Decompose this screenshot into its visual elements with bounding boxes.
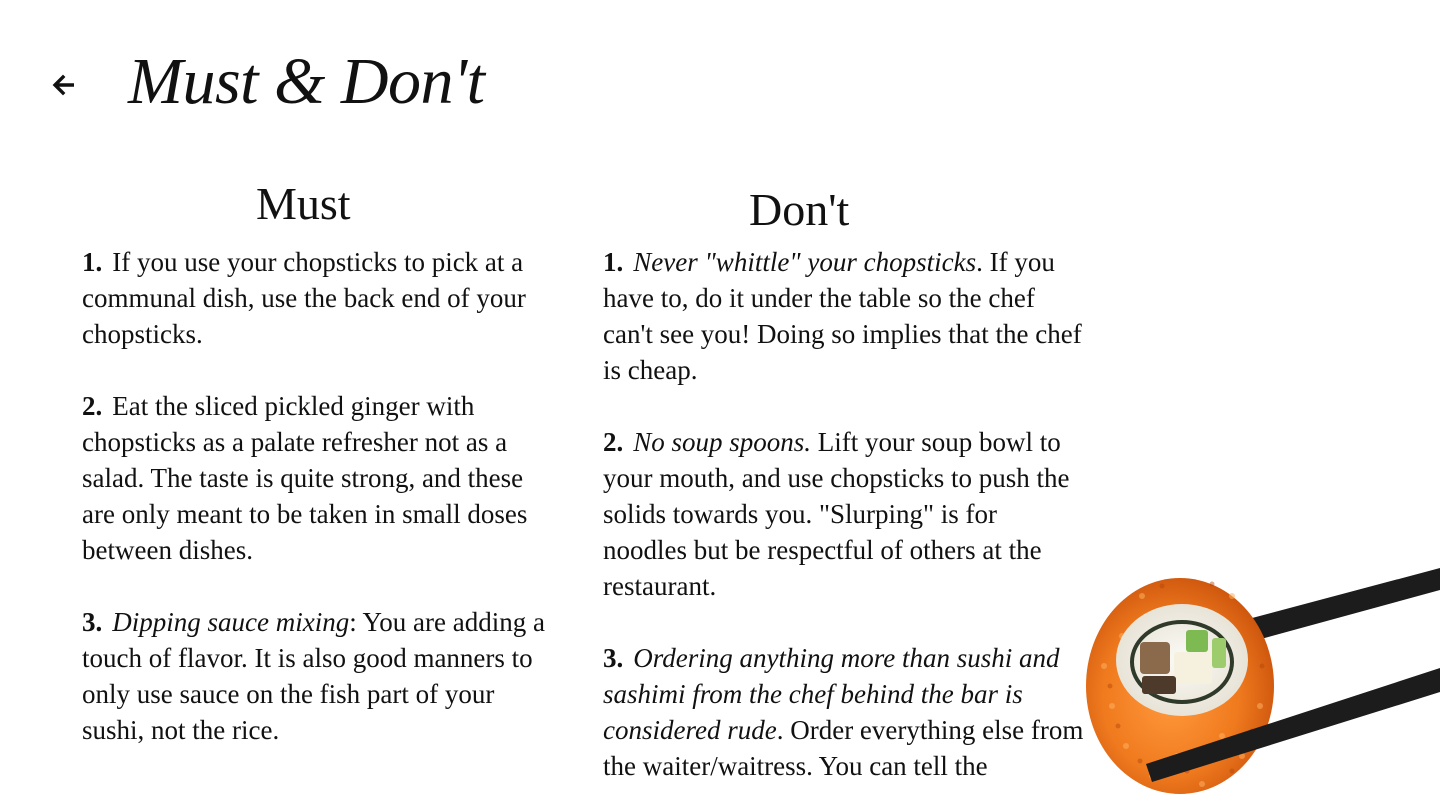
item-text: If you use your chopsticks to pick at a communal dish, use the back end of your chopsticks.	[82, 247, 526, 349]
must-list	[82, 244, 560, 764]
item-number: 3.	[603, 643, 624, 673]
must-item-2	[82, 388, 560, 568]
item-text: . Order everything else from the waiter/waitress. You can tell the	[603, 715, 1084, 781]
item-text: Eat the sliced pickled ginger with chopsticks as a palate refresher not as a salad. The taste is quite strong, and these are only meant to be taken in small doses between dishes.	[82, 391, 528, 565]
item-emphasis: No soup spoons.	[633, 427, 812, 457]
item-number: 1.	[603, 247, 624, 277]
must-item-1	[82, 244, 560, 352]
dont-item-3	[603, 640, 1085, 784]
back-button[interactable]	[44, 68, 84, 102]
item-text: . If you have to, do it under the table so the chef can't see you! Doing so implies that the chef is cheap.	[603, 247, 1082, 385]
filling-cucumber	[1186, 630, 1208, 652]
item-emphasis: Never "whittle" your chopsticks	[633, 247, 977, 277]
filling-omelette	[1174, 652, 1212, 684]
item-text: : You are adding a touch of flavor. It is also good manners to only use sauce on the fish part of your sushi, not the rice.	[82, 607, 545, 745]
page-title: Must & Don't	[128, 45, 485, 118]
arrow-left-icon	[50, 73, 78, 97]
dont-item-2	[603, 424, 1085, 604]
item-number: 3.	[82, 607, 103, 637]
dont-heading: Don't	[749, 184, 850, 235]
item-number: 2.	[82, 391, 103, 421]
item-emphasis: Ordering anything more than sushi and sashimi from the chef behind the bar is considered rude	[603, 643, 1060, 745]
item-number: 2.	[603, 427, 624, 457]
sushi-chopsticks-image	[1082, 556, 1440, 810]
dont-item-1	[603, 244, 1085, 388]
must-heading: Must	[256, 178, 351, 229]
item-text: Lift your soup bowl to your mouth, and use chopsticks to push the solids towards you. "Slurping" is for noodles but be respectful of others at the restaurant.	[603, 427, 1070, 601]
filling-eel	[1140, 642, 1170, 674]
item-number: 1.	[82, 247, 103, 277]
dont-list	[603, 244, 1085, 810]
must-item-3	[82, 604, 560, 748]
item-emphasis: Dipping sauce mixing	[112, 607, 350, 637]
